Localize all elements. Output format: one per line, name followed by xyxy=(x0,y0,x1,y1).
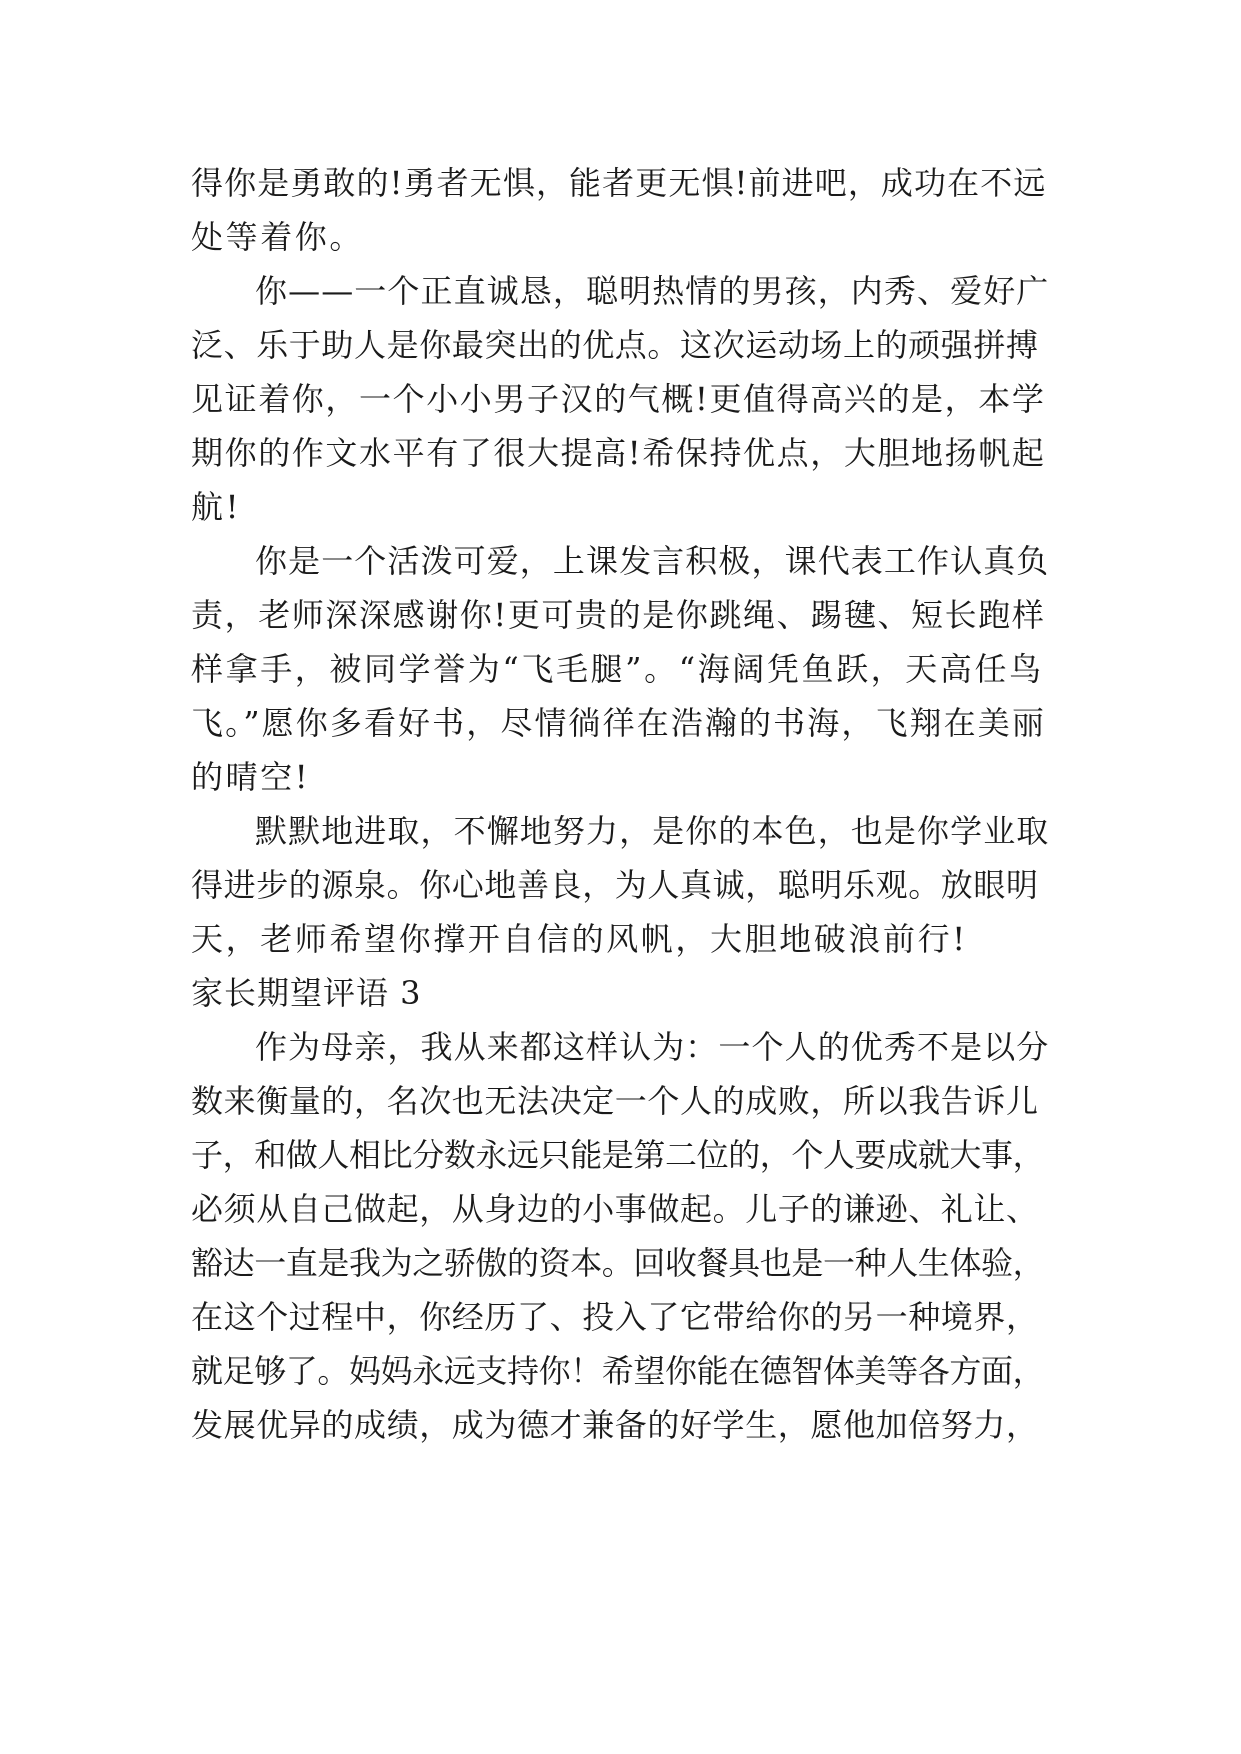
text-line: 就足够了。妈妈永远支持你！希望你能在德智体美等各方面， xyxy=(191,1352,1045,1390)
text-line: 数来衡量的，名次也无法决定一个人的成败，所以我告诉儿 xyxy=(191,1082,1039,1120)
text-line: 发展优异的成绩，成为德才兼备的好学生，愿他加倍努力， xyxy=(191,1406,1039,1444)
text-line: 见证着你，一个小小男子汉的气概!更值得高兴的是，本学 xyxy=(191,380,1046,418)
text-line: 的晴空! xyxy=(191,758,311,796)
text-line: 样拿手，被同学誉为“飞毛腿”。“海阔凭鱼跃，天高任鸟 xyxy=(191,650,1044,688)
text-line: 得你是勇敢的!勇者无惧，能者更无惧!前进吧，成功在不远 xyxy=(191,164,1047,202)
text-line: 在这个过程中，你经历了、投入了它带给你的另一种境界， xyxy=(191,1298,1039,1336)
text-line: 期你的作文水平有了很大提高!希保持优点，大胆地扬帆起 xyxy=(191,434,1046,472)
text-line: 泛、乐于助人是你最突出的优点。这次运动场上的顽强拼搏 xyxy=(191,326,1039,364)
text-line: 处等着你。 xyxy=(191,218,365,256)
text-line: 责，老师深深感谢你!更可贵的是你跳绳、踢毽、短长跑样 xyxy=(191,596,1046,634)
text-line: 航! xyxy=(191,488,242,526)
text-line: 子，和做人相比分数永远只能是第二位的，个人要成就大事， xyxy=(191,1136,1045,1174)
text-line: 天，老师希望你撑开自信的风帆，大胆地破浪前行! xyxy=(191,920,968,958)
text-line: 默默地进取，不懈地努力，是你的本色，也是你学业取 xyxy=(255,812,1050,850)
text-line: 你是一个活泼可爱，上课发言积极，课代表工作认真负 xyxy=(255,542,1050,580)
document-body xyxy=(191,156,1051,1452)
text-line: 得进步的源泉。你心地善良，为人真诚，聪明乐观。放眼明 xyxy=(191,866,1039,904)
text-line: 作为母亲，我从来都这样认为：一个人的优秀不是以分 xyxy=(255,1028,1050,1066)
text-line: 豁达一直是我为之骄傲的资本。回收餐具也是一种人生体验， xyxy=(191,1244,1045,1282)
text-line: 你——一个正直诚恳，聪明热情的男孩，内秀、爱好广 xyxy=(255,272,1050,310)
section-heading: 家长期望评语 3 xyxy=(191,974,422,1012)
text-line: 飞。”愿你多看好书，尽情徜徉在浩瀚的书海，飞翔在美丽 xyxy=(191,704,1046,742)
text-line: 必须从自己做起，从身边的小事做起。儿子的谦逊、礼让、 xyxy=(191,1190,1039,1228)
